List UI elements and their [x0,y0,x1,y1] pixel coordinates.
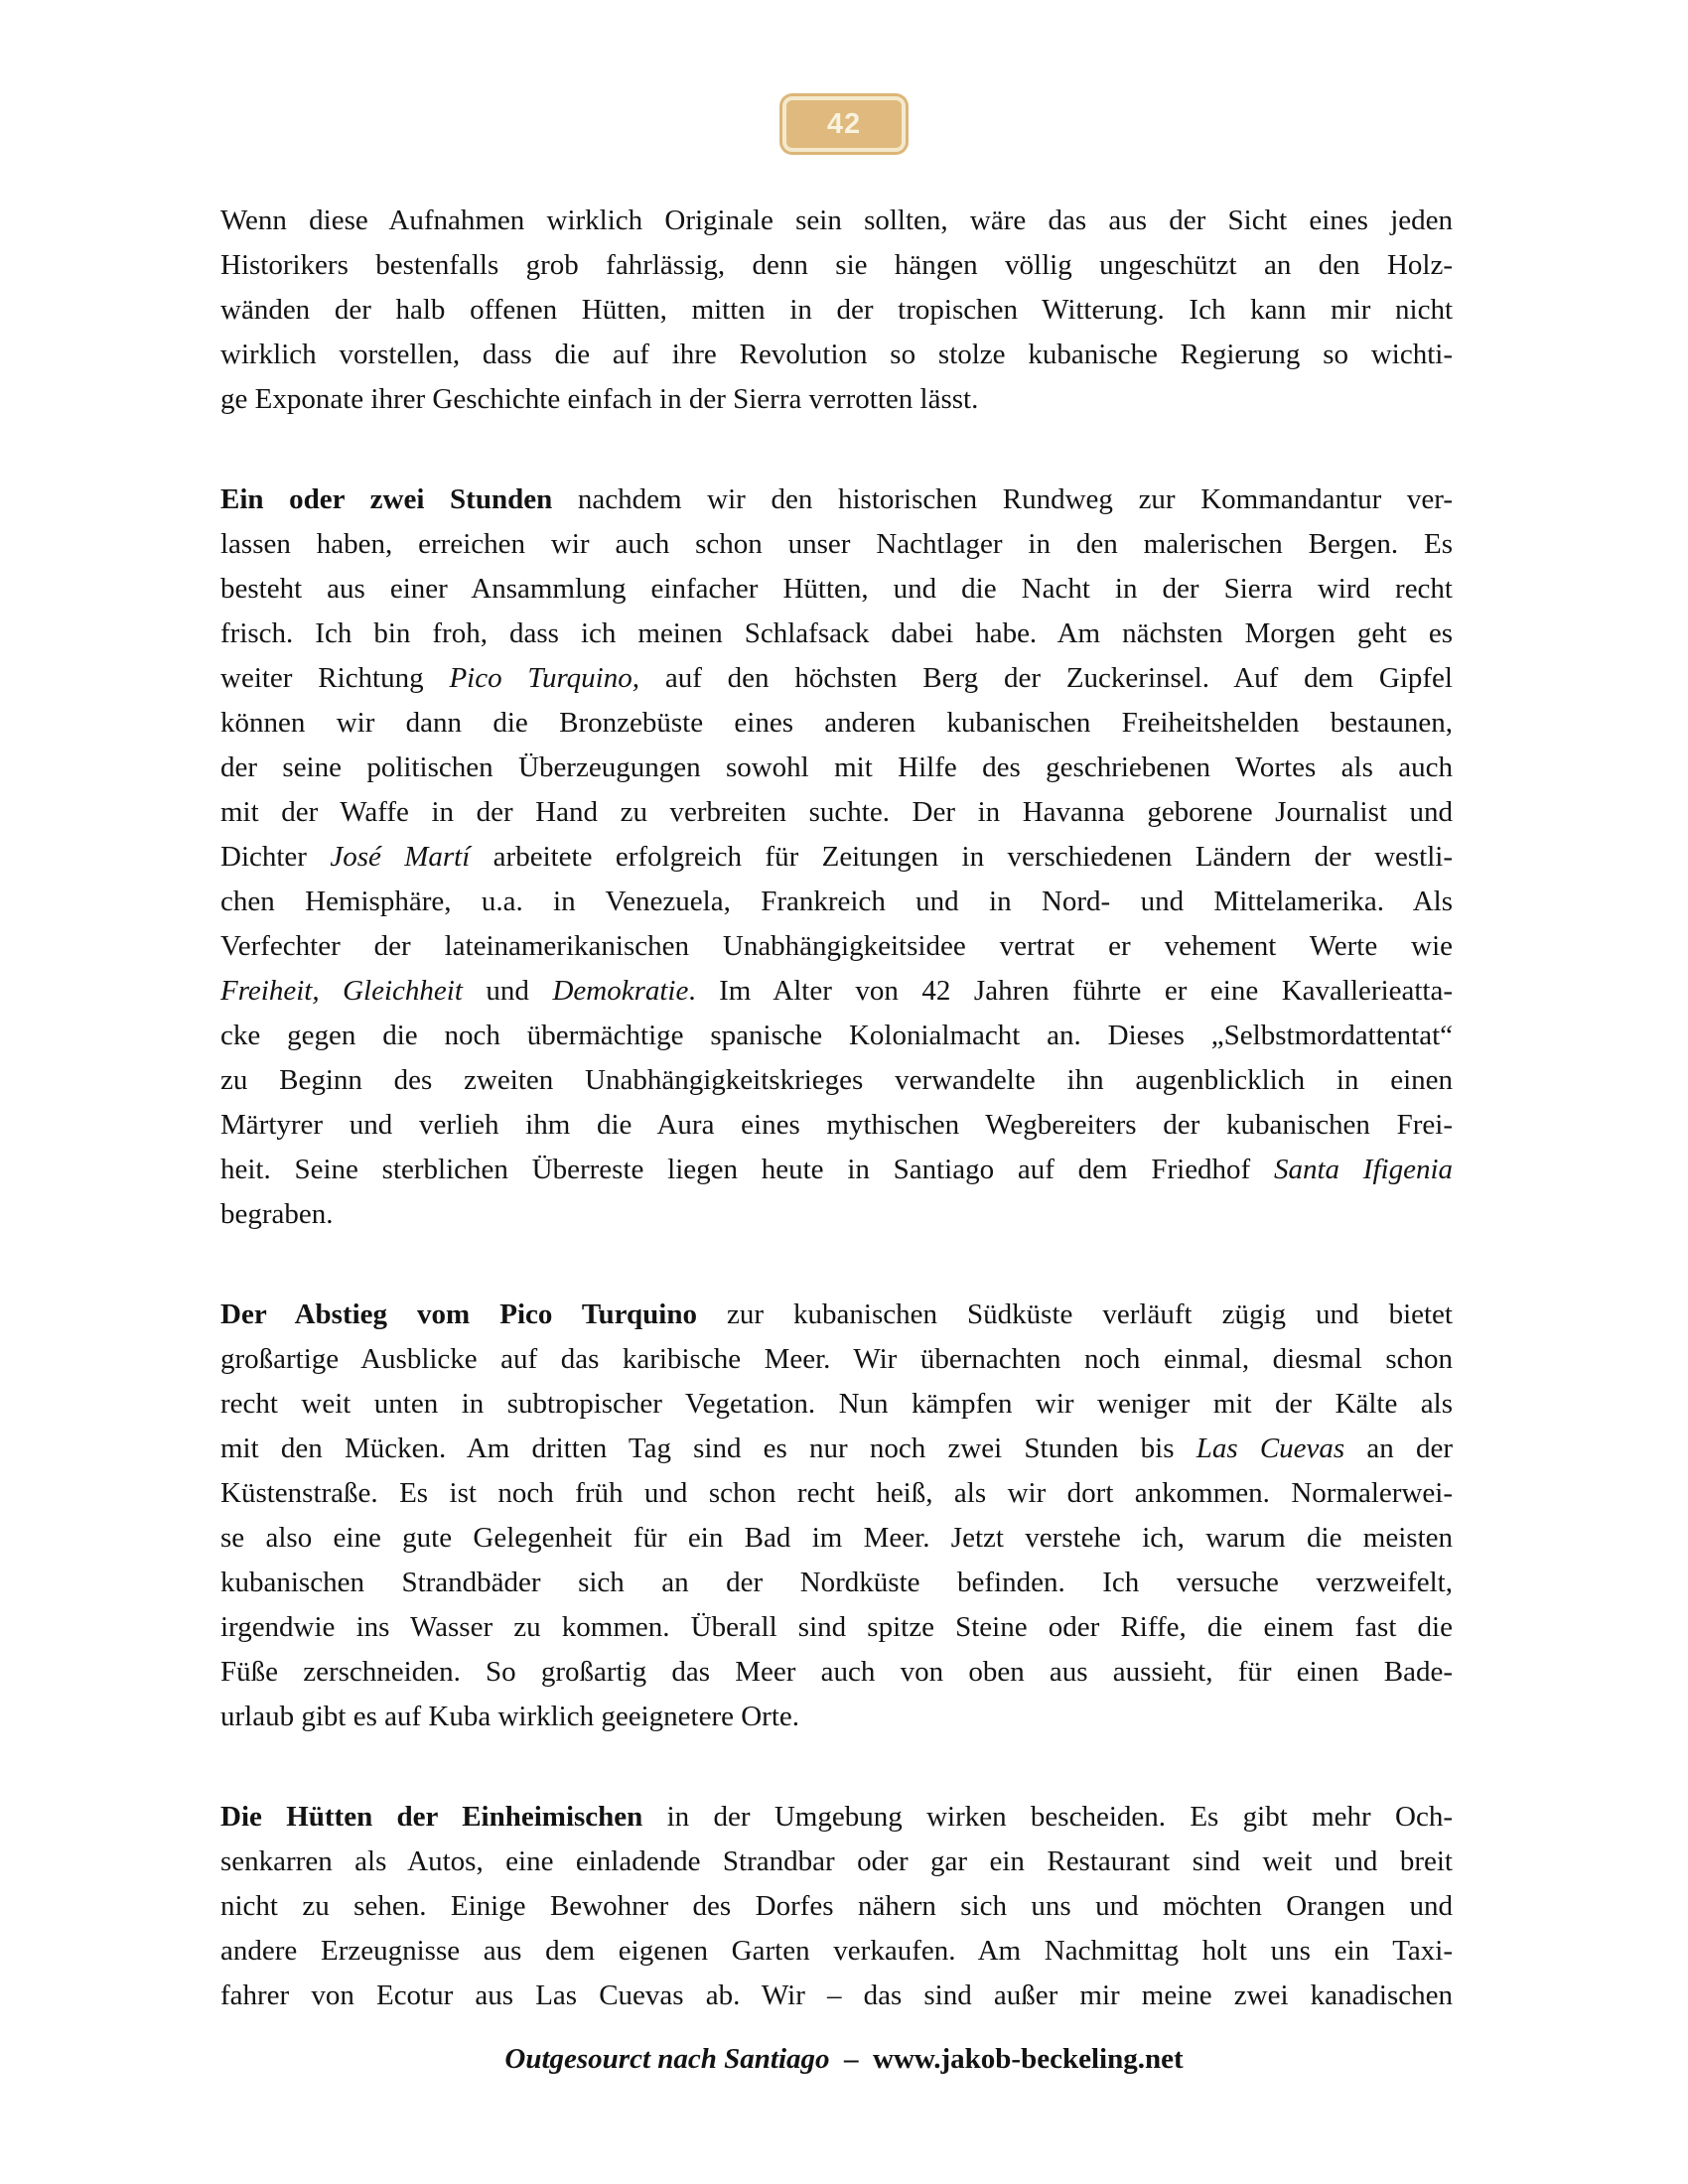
text-line [220,1337,1453,1382]
text-line [220,1471,1453,1516]
text-segment: lassen haben, erreichen wir auch schon unser Nachtlager in den malerischen Bergen. Es [220,528,1453,560]
text-segment: Verfechter der lateinamerikanischen Unabhängigkeitsidee vertrat er vehement Werte wie [220,930,1453,962]
text-line [220,1103,1453,1148]
text-line [220,1650,1453,1695]
text-segment: Ein oder zwei Stunden [220,483,553,515]
text-line [220,1561,1453,1605]
text-segment: andere Erzeugnisse aus dem eigenen Garten verkaufen. Am Nachmittag holt uns ein Taxi- [220,1935,1453,1967]
text-segment: irgendwie ins Wasser zu kommen. Überall sind spitze Steine oder Riffe, die einem fast die [220,1611,1453,1643]
text-line [220,612,1453,656]
text-line [220,969,1453,1014]
text-segment: mit den Mücken. Am dritten Tag sind es nur noch zwei Stunden bis [220,1433,1196,1464]
page-footer [0,2037,1688,2082]
text-line [220,1884,1453,1929]
text-segment: an der [1344,1433,1453,1464]
text-segment: José Martí [330,841,471,873]
text-segment: der seine politischen Überzeugungen sowohl mit Hilfe des geschriebenen Wortes als auch [220,751,1453,783]
text-line [220,790,1453,835]
text-segment: ge Exponate ihrer Geschichte einfach in der Sierra verrotten lässt. [220,383,979,415]
text-segment: Historikers bestenfalls grob fahrlässig, denn sie hängen völlig ungeschützt an den Holz- [220,249,1453,281]
page-number-badge-wrap [0,96,1688,152]
text-segment: heit. Seine sterblichen Überreste liegen heute in Santiago auf dem Friedhof [220,1154,1274,1185]
text-segment: se also eine gute Gelegenheit für ein Bad im Meer. Jetzt verstehe ich, warum die meisten [220,1522,1453,1554]
text-segment: Füße zerschneiden. So großartig das Meer auch von oben aus aussieht, für einen Bade- [220,1656,1453,1688]
text-segment: Outgesourct nach Santiago [504,2043,830,2075]
text-segment: recht weit unten in subtropischer Vegetation. Nun kämpfen wir weniger mit der Kälte als [220,1388,1453,1420]
text-line [220,1382,1453,1427]
text-line [220,522,1453,567]
text-line [220,1795,1453,1840]
text-line [220,880,1453,924]
text-line [220,1840,1453,1884]
text-line [220,567,1453,612]
text-segment: Demokratie [552,975,689,1007]
text-segment: chen Hemisphäre, u.a. in Venezuela, Frankreich und in Nord- und Mittelamerika. Als [220,886,1453,917]
text-line [220,199,1453,243]
text-line [220,377,1453,422]
page-number: 42 [826,107,862,140]
text-segment: zur kubanischen Südküste verläuft zügig und bietet [696,1298,1453,1330]
text-segment: cke gegen die noch übermächtige spanische Kolonialmacht an. Dieses „Selbstmordattentat“ [220,1020,1453,1051]
page-number-badge [782,96,906,152]
text-line [220,1014,1453,1058]
text-line [220,478,1453,522]
text-line [220,1974,1453,2018]
text-line [220,656,1453,701]
text-line [220,243,1453,288]
text-segment: fahrer von Ecotur aus Las Cuevas ab. Wir – das sind außer mir meine zwei kanadischen [220,1979,1453,2011]
text-line [220,746,1453,790]
paragraph-aufnahmen [220,199,1453,422]
text-line [220,1293,1453,1337]
page-body [220,199,1453,2074]
text-segment: zu Beginn des zweiten Unabhängigkeitskrieges verwandelte ihn augenblicklich in einen [220,1064,1453,1096]
text-segment: in der Umgebung wirken bescheiden. Es gibt mehr Och- [642,1801,1453,1833]
text-line [220,1058,1453,1103]
paragraph-die-huetten [220,1795,1453,2018]
text-segment: arbeitete erfolgreich für Zeitungen in verschiedenen Ländern der westli- [470,841,1453,873]
text-segment: Küstenstraße. Es ist noch früh und schon recht heiß, als wir dort ankommen. Normalerwei- [220,1477,1453,1509]
text-segment: Pico Turquino, [449,662,639,694]
text-line [220,333,1453,377]
text-line [220,924,1453,969]
text-line [220,288,1453,333]
text-segment: senkarren als Autos, eine einladende Strandbar oder gar ein Restaurant sind weit und breit [220,1845,1453,1877]
text-line [220,1929,1453,1974]
text-line [220,835,1453,880]
text-segment: www.jakob-beckeling.net [873,2043,1184,2075]
text-segment: frisch. Ich bin froh, dass ich meinen Schlafsack dabei habe. Am nächsten Morgen geht es [220,617,1453,649]
text-segment: und [462,975,553,1007]
text-line [220,1192,1453,1237]
text-segment: wirklich vorstellen, dass die auf ihre Revolution so stolze kubanische Regierung so wichti- [220,339,1453,370]
text-segment: nicht zu sehen. Einige Bewohner des Dorfes nähern sich uns und möchten Orangen und [220,1890,1453,1922]
text-segment: Dichter [220,841,331,873]
paragraph-ein-oder-zwei-stunden [220,478,1453,1237]
text-segment: kubanischen Strandbäder sich an der Nordküste befinden. Ich versuche verzweifelt, [220,1567,1453,1598]
paragraph-der-abstieg [220,1293,1453,1739]
text-segment: Märtyrer und verlieh ihm die Aura eines mythischen Wegbereiters der kubanischen Frei- [220,1109,1453,1141]
text-line [220,1148,1453,1192]
text-segment: Freiheit, Gleichheit [220,975,463,1007]
text-line [220,1427,1453,1471]
text-segment: – [829,2043,874,2075]
text-segment: Der Abstieg vom Pico Turquino [220,1298,697,1330]
text-segment: großartige Ausblicke auf das karibische Meer. Wir übernachten noch einmal, diesmal schon [220,1343,1453,1375]
text-segment: Die Hütten der Einheimischen [220,1801,643,1833]
text-segment: . Im Alter von 42 Jahren führte er eine Kavallerieatta- [688,975,1453,1007]
text-segment: begraben. [220,1198,334,1230]
text-segment: Wenn diese Aufnahmen wirklich Originale sein sollten, wäre das aus der Sicht eines jeden [220,205,1453,236]
text-line [220,1516,1453,1561]
text-segment: können wir dann die Bronzebüste eines anderen kubanischen Freiheitshelden bestaunen, [220,707,1453,739]
text-segment: nachdem wir den historischen Rundweg zur Kommandantur ver- [552,483,1453,515]
text-line [220,701,1453,746]
text-segment: Las Cuevas [1196,1433,1345,1464]
text-segment: wänden der halb offenen Hütten, mitten in der tropischen Witterung. Ich kann mir nicht [220,294,1453,326]
text-segment: mit der Waffe in der Hand zu verbreiten suchte. Der in Havanna geborene Journalist und [220,796,1453,828]
text-segment: Santa Ifigenia [1273,1154,1453,1185]
text-segment: weiter Richtung [220,662,450,694]
text-segment: auf den höchsten Berg der Zuckerinsel. Auf dem Gipfel [638,662,1453,694]
text-line [220,1695,1453,1739]
text-segment: urlaub gibt es auf Kuba wirklich geeignetere Orte. [220,1701,800,1732]
text-line [220,1605,1453,1650]
text-segment: besteht aus einer Ansammlung einfacher Hütten, und die Nacht in der Sierra wird recht [220,573,1453,605]
